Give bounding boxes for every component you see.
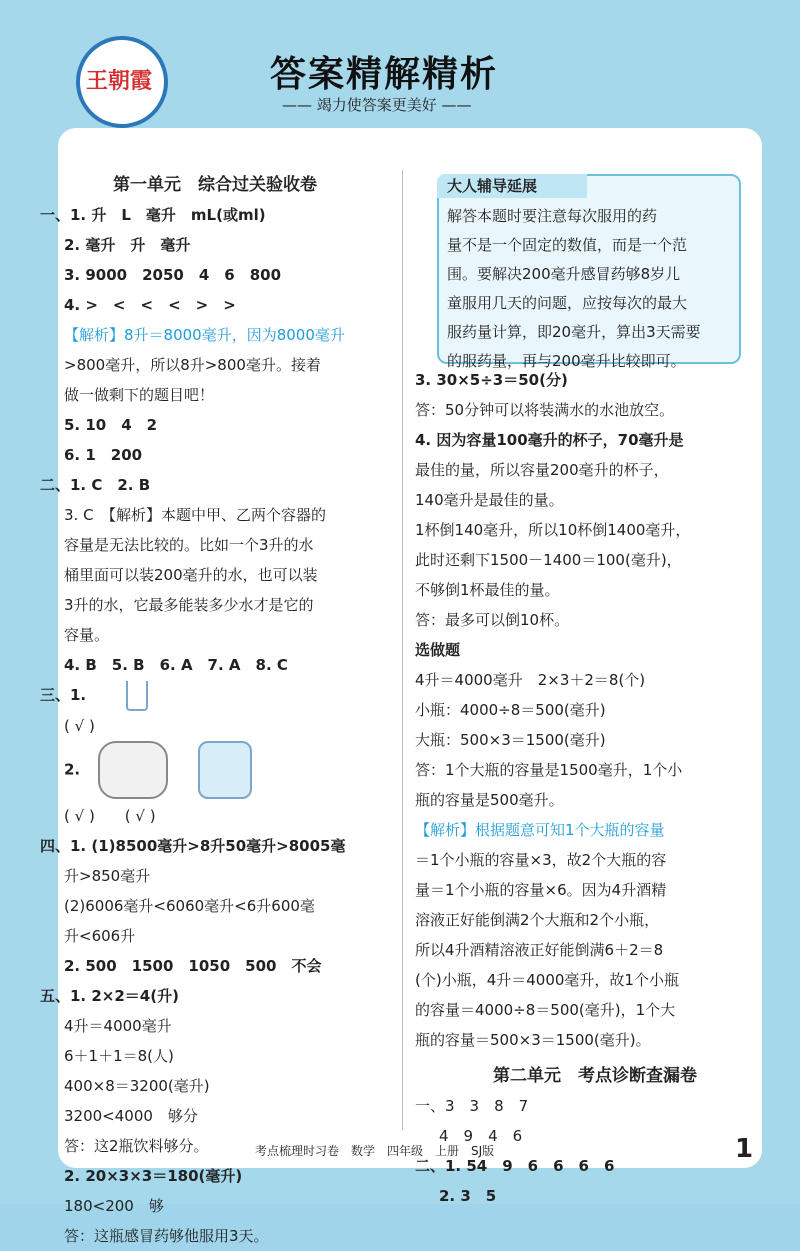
answer-line: (2)6006毫升<6060毫升<6升600毫 [64,896,315,915]
tip-line: 解答本题时要注意每次服用的药 [447,207,658,225]
footer-text: 考点梳理时习卷 数学 四年级 上册 SJ版 [255,1144,495,1158]
answer-line: 二、1. 54 9 6 6 6 6 [415,1157,615,1175]
analysis-line: 的容量＝4000÷8＝500(毫升)，1个大 [415,1001,676,1019]
analysis-line: 做一做剩下的题目吧！ [64,386,215,404]
tip-line: 围。要解决200毫升感冒药够8岁儿 [447,265,681,283]
cup-icon [126,681,148,711]
answer-line: 五、1. 2×2＝4(升) [40,986,179,1005]
answer-line: 2. 20×3×3＝180(毫升) [64,1166,243,1185]
answer-line: 答：这2瓶饮料够分。 [64,1136,209,1155]
analysis-line: 桶里面可以装200毫升的水，也可以装 [64,566,318,584]
answer-line [40,741,390,801]
analysis-line: 容量。 [64,626,110,644]
analysis-line: 溶液正好能倒满2个大瓶和2个小瓶， [415,911,660,929]
answer-line: 答：最多可以倒10杯。 [415,611,570,629]
answer-line: 4 9 4 6 [439,1127,523,1145]
analysis-line: >800毫升，所以8升>800毫升。接着 [64,356,321,374]
analysis-line: 3升的水，它最多能装多少水才是它的 [64,596,314,614]
answer-line: ( √ ) ( √ ) [64,806,156,825]
optional-question-title: 选做题 [415,641,461,659]
question-label: 三、1. [40,686,87,704]
right-column [415,365,775,1211]
analysis-line: 【解析】根据题意可知1个大瓶的容量 [415,821,665,839]
answer-line: 4升＝4000毫升 [64,1016,172,1035]
analysis-line: 瓶的容量＝500×3＝1500(毫升)。 [415,1031,651,1049]
answer-line: 瓶的容量是500毫升。 [415,791,564,809]
analysis-line: (个)小瓶，4升＝4000毫升，故1个小瓶 [415,971,679,989]
answer-line: 3. 30×5÷3＝50(分) [415,371,568,389]
page-number: 1 [735,1134,754,1164]
tip-line: 童服用几天的问题，应按每次的最大 [447,294,688,312]
page-subtitle: —— 竭力使答案更美好 —— [282,96,472,114]
answer-line: 3. 9000 2050 4 6 800 [64,266,282,284]
answer-line: 小瓶：4000÷8＝500(毫升) [415,701,606,719]
analysis-line: 【解析】8升＝8000毫升，因为8000毫升 [64,326,345,344]
answer-line: 6. 1 200 [64,446,143,464]
analysis-line: ＝1个小瓶的容量×3，故2个大瓶的容 [415,851,667,869]
answer-line: 3200<4000 够分 [64,1106,198,1125]
answer-line: 答：1个大瓶的容量是1500毫升，1个小 [415,761,683,779]
kettle-icon [198,741,252,799]
tip-box-title: 大人辅导延展 [437,174,587,198]
tip-line: 的服药量，再与200毫升比较即可。 [447,352,686,370]
section-title-unit2: 第二单元 考点诊断查漏卷 [493,1066,697,1086]
answer-line: ( √ ) [64,716,95,735]
answer-line [40,680,390,711]
analysis-line: 3. C 【解析】本题中甲、乙两个容器的 [64,506,327,524]
analysis-line: 所以4升酒精溶液正好能倒满6＋2＝8 [415,941,664,959]
answer-line: 4. B 5. B 6. A 7. A 8. C [64,656,288,674]
tip-box-body [447,202,729,376]
logo-text: 王朝霞 [86,68,153,94]
left-column [40,170,390,1251]
answer-line: 此时还剩下1500－1400＝100(毫升)， [415,551,682,569]
answer-line: 大瓶：500×3＝1500(毫升) [415,731,606,749]
answer-line: 答：这瓶感冒药够他服用3天。 [64,1226,269,1245]
tip-line: 量不是一个固定的数值，而是一个范 [447,236,688,254]
answer-line: 答：50分钟可以将装满水的水池放空。 [415,401,675,419]
answer-line: 升>850毫升 [64,866,151,885]
column-divider [402,170,403,1130]
question-label: 2. [64,760,81,778]
answer-line: 2. 500 1500 1050 500 不会 [64,956,322,975]
analysis-line: 量＝1个小瓶的容量×6。因为4升酒精 [415,881,667,899]
answer-line: 4. 因为容量100毫升的杯子，70毫升是 [415,431,684,449]
answer-line: 140毫升是最佳的量。 [415,491,564,509]
answer-line: 二、1. C 2. B [40,476,151,494]
answer-line: 不够倒1杯最佳的量。 [415,581,560,599]
answer-line: 180<200 够 [64,1196,164,1215]
answer-line: 4升＝4000毫升 2×3＋2＝8(个) [415,671,646,689]
rice-cooker-icon [98,741,168,799]
answer-line: 一、3 3 8 7 [415,1097,529,1115]
answer-line: 最佳的量，所以容量200毫升的杯子， [415,461,669,479]
answer-line: 5. 10 4 2 [64,416,158,434]
answer-line: 一、1. 升 L 毫升 mL(或ml) [40,206,266,224]
analysis-line: 容量是无法比较的。比如一个3升的水 [64,536,314,554]
answer-line: 6＋1＋1＝8(人) [64,1046,174,1065]
answer-line: 1杯倒140毫升，所以10杯倒1400毫升， [415,521,691,539]
answer-line: 4. > < < < > > [64,296,236,314]
section-title-unit1: 第一单元 综合过关验收卷 [113,175,317,195]
page-title: 答案精解精析 [270,54,499,95]
answer-line: 升<606升 [64,926,136,945]
answer-line: 2. 3 5 [439,1187,497,1205]
tip-line: 服药量计算，即20毫升，算出3天需要 [447,323,701,341]
answer-line: 400×8＝3200(毫升) [64,1076,210,1095]
answer-line: 2. 毫升 升 毫升 [64,236,191,254]
answer-line: 四、1. (1)8500毫升>8升50毫升>8005毫 [40,836,346,855]
